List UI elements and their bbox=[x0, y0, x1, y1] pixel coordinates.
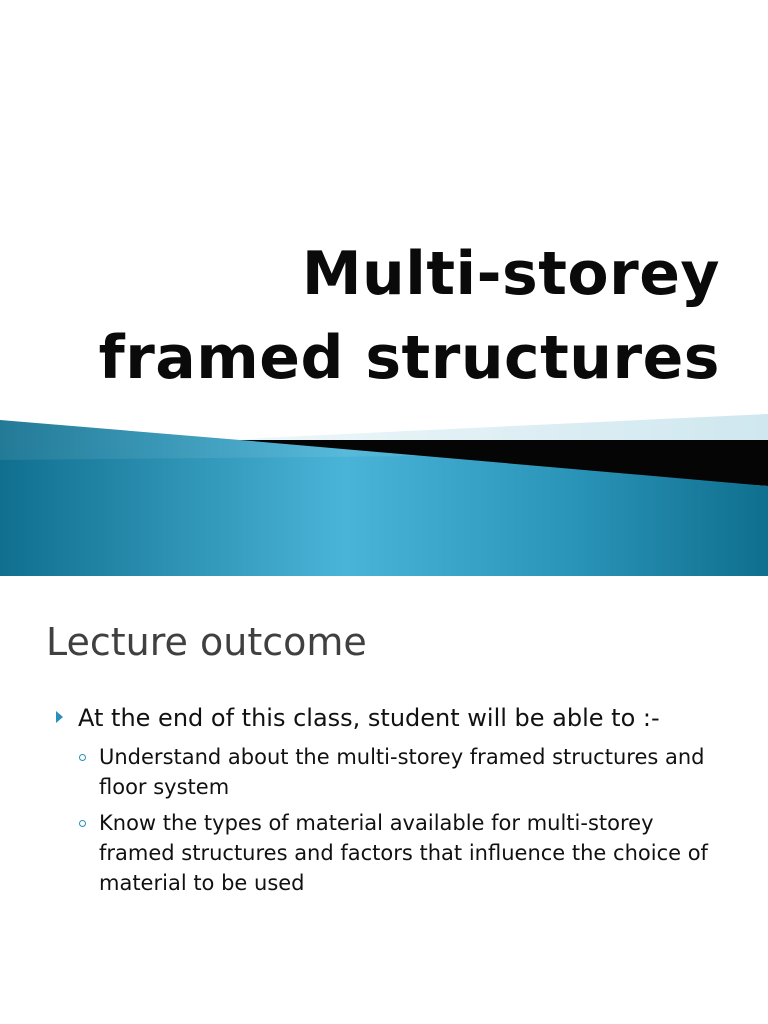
slide-title-line-1: Multi-storey bbox=[301, 239, 720, 309]
sub-bullet-text: Know the types of material available for multi-storey framed structures and factors that influence the choice of material to be used bbox=[99, 811, 708, 895]
sub-bullet-text: Understand about the multi-storey framed structures and floor system bbox=[99, 745, 705, 799]
slide-title-line-2: framed structures bbox=[98, 323, 720, 393]
decorative-banner bbox=[0, 400, 768, 576]
bullet-item bbox=[54, 702, 714, 898]
circle-icon bbox=[79, 754, 86, 761]
sub-bullet-item bbox=[78, 808, 714, 898]
arrow-right-icon bbox=[56, 711, 63, 723]
bullet-list bbox=[54, 702, 714, 904]
content-slide bbox=[0, 576, 768, 1024]
slide-heading: Lecture outcome bbox=[46, 620, 367, 664]
sub-bullet-item bbox=[78, 742, 714, 802]
slide-title bbox=[20, 232, 720, 400]
banner-light-band bbox=[240, 414, 768, 440]
sub-bullet-list bbox=[78, 742, 714, 898]
circle-icon bbox=[79, 820, 86, 827]
bullet-text: At the end of this class, student will be able to :- bbox=[78, 704, 660, 732]
